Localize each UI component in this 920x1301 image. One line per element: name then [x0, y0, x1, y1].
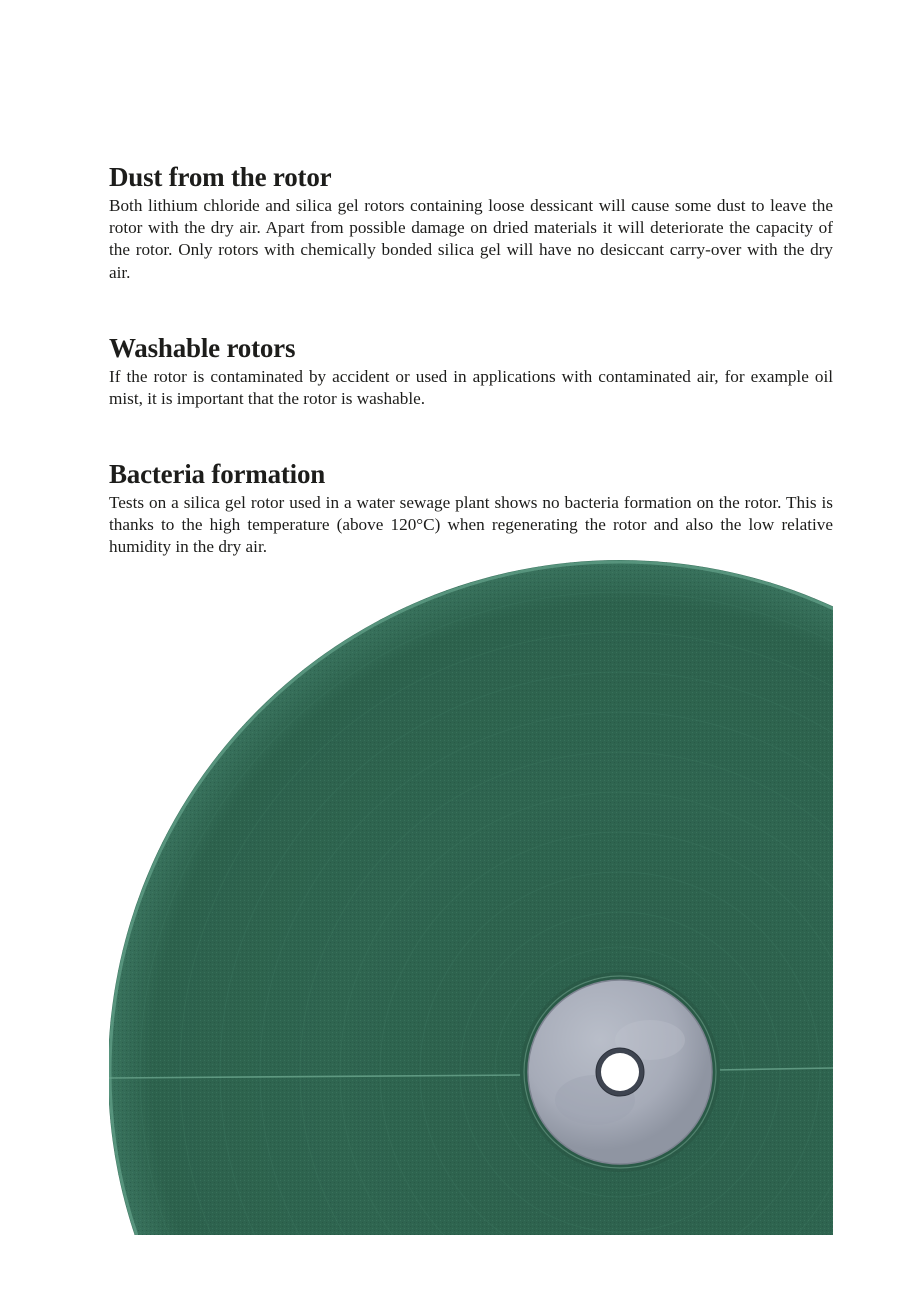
rotor-hub [528, 980, 712, 1164]
rotor-center-hole [596, 1048, 644, 1096]
section-heading: Washable rotors [109, 333, 296, 363]
rotor-wheel [108, 560, 920, 1301]
section-heading: Dust from the rotor [109, 162, 332, 192]
section-body: If the rotor is contaminated by accident or used in applications with contaminated air, for example oil mist, it is important that the rotor is washable. [109, 367, 833, 409]
section-body: Tests on a silica gel rotor used in a water sewage plant shows no bacteria formation on the rotor. This is thanks to the high temperature (above 120°C) when regenerating the rotor and also the low relative humidity in the dry air. [109, 493, 833, 557]
section-body: Both lithium chloride and silica gel rotors containing loose dessicant will cause some dust to leave the rotor with the dry air. Apart from possible damage on dried materials it will deteriorate the capacity of the rotor. Only rotors with chemically bonded silica gel will have no desiccant carry-over with the dry air. [109, 196, 833, 282]
section-bacteria-formation [109, 459, 833, 559]
section-dust-from-rotor [109, 162, 833, 284]
section-heading: Bacteria formation [109, 459, 326, 489]
section-washable-rotors [109, 333, 833, 410]
